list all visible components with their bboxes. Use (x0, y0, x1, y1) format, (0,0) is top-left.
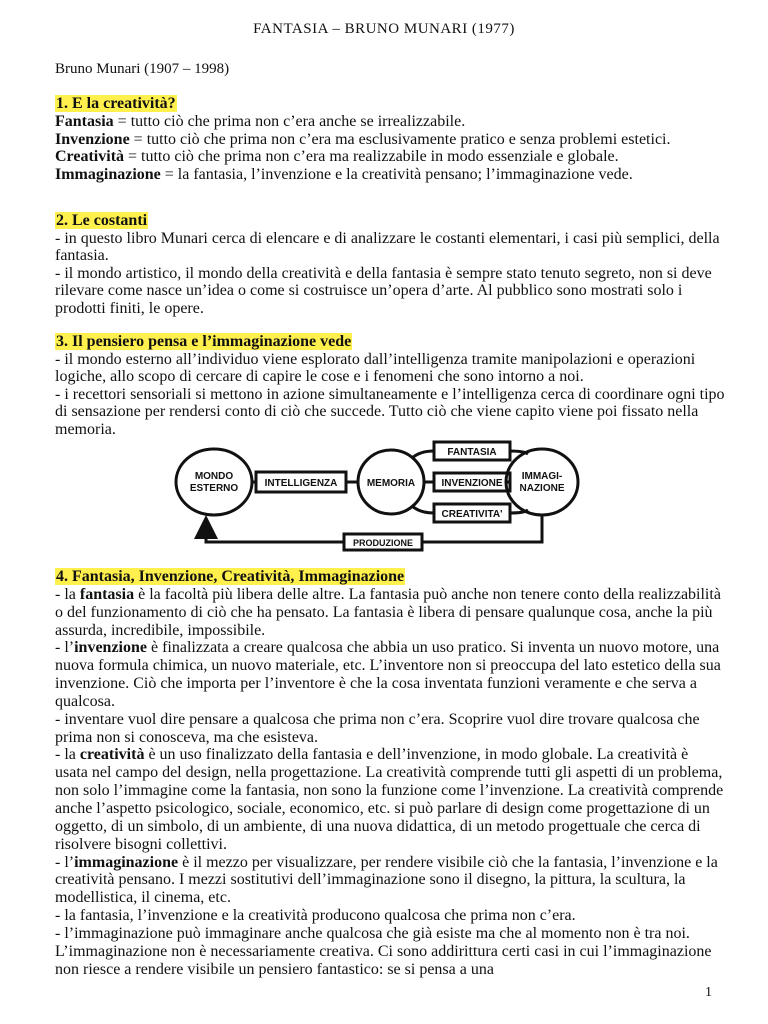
mondo-esterno-node (176, 449, 252, 515)
immaginazione-node (506, 449, 578, 515)
section-2-heading: 2. Le costanti (56, 212, 148, 229)
section-3-paragraph: - i recettori sensoriali si mettono in azione simultaneamente e l’intelligenza cerca di coordinare ogni tipo di sensazione per rendersi conto di ciò che succede. Tutto ciò che viene capito viene poi fissato nella memoria. (55, 385, 725, 438)
definition-creativita (55, 148, 725, 166)
diagram-label: PRODUZIONE (352, 538, 414, 548)
section-4-paragraph (55, 746, 725, 853)
term: immaginazione (74, 853, 179, 871)
text: - l’ (55, 639, 75, 657)
author-line: Bruno Munari (1907 – 1998) (55, 61, 230, 77)
text: - la (55, 585, 80, 603)
section-3-heading: 3. Il pensiero pensa e l’immaginazione vede (56, 333, 352, 350)
section-1 (55, 94, 725, 183)
term: Creatività (55, 148, 125, 165)
definition-text: = tutto ciò che prima non c’era anche se irrealizzabile. (113, 113, 466, 130)
text: è un uso finalizzato della fantasia e dell’invenzione, in modo globale. La creatività è usata nel campo del design, nella progettazione. La creatività comprende tutti gli aspetti di un problema, non solo l’immagine come la fantasia, non sono la funzione come l’invenzione. La creatività comprende anche l’aspetto psicologico, sociale, economico, etc. si può parlare di design come progettazione di un oggetto, di un simbolo, di un ambiente, di una nuova didattica, di un metodo progettuale che cerca di risolvere bisogni collettivi. (55, 746, 724, 853)
section-4-paragraph (55, 639, 725, 710)
term: fantasia (79, 585, 135, 603)
term: Invenzione (55, 130, 130, 148)
diagram-label: ESTERNO (189, 483, 239, 494)
text: - l’ (55, 853, 75, 871)
section-1-heading: 1. E la creatività? (56, 95, 176, 112)
section-2-paragraph: - in questo libro Munari cerca di elencare e di analizzare le costanti elementari, i casi più semplici, della fantasia. (55, 229, 720, 265)
term: invenzione (74, 639, 147, 657)
term: creatività (79, 746, 145, 764)
definition-text: = tutto ciò che prima non c’era ma esclusivamente pratico e senza problemi estetici. (129, 130, 671, 148)
term: Fantasia (55, 113, 114, 130)
section-4 (55, 568, 725, 978)
text: è finalizzata a creare qualcosa che abbia un uso pratico. Si inventa un nuovo motore, una nuova formula chimica, un nuovo materiale, etc. L’inventore non si preoccupa del lato estetico della sua invenzione. Ciò che importa per l’inventore è che la cosa inventata funzioni veramente e che serva a qualcosa. (55, 639, 721, 710)
diagram-label: CREATIVITA' (441, 509, 503, 520)
diagram-label: IMMAGI- (521, 471, 563, 482)
diagram-label: INTELLIGENZA (264, 478, 338, 489)
definition-text: = tutto ciò che prima non c’era ma realizzabile in modo essenziale e globale. (124, 148, 619, 165)
section-4-paragraph: - inventare vuol dire pensare a qualcosa che prima non c’era. Scoprire vuol dire trovare qualcosa che prima non si conosceva, ma che esisteva. (55, 710, 700, 746)
section-3-paragraph: - il mondo esterno all’individuo viene esplorato dall’intelligenza tramite manipolazioni e operazioni logiche, allo scopo di cercare di capire le cose e i fenomeni che sono intorno a noi. (55, 350, 696, 386)
document-title: FANTASIA – BRUNO MUNARI (1977) (253, 21, 515, 37)
section-4-paragraph: - l’immaginazione può immaginare anche qualcosa che già esiste ma che al momento non è tra noi. L’immaginazione non è necessariamente creativa. Ci sono addirittura certi casi in cui l’immaginazione non riesce a rendere visibile un pensiero fantastico: se si pensa a una (55, 924, 712, 978)
section-3 (55, 333, 725, 439)
text: è la facoltà più libera delle altre. La fantasia può anche non tenere conto della realizzabilità o del funzionamento di ciò che ha pensato. La fantasia è libera di pensare qualunque cosa, anche la più assurda, incredibile, impossibile. (55, 585, 721, 639)
definition-immaginazione (55, 166, 725, 184)
definition-text: = la fantasia, l’invenzione e la creatività pensano; l’immaginazione vede. (160, 165, 633, 183)
text: - la (55, 746, 80, 764)
section-4-heading: 4. Fantasia, Invenzione, Creatività, Immaginazione (56, 568, 405, 585)
text: è il mezzo per visualizzare, per rendere visibile ciò che la fantasia, l’invenzione e la creatività pensano. I mezzi sostitutivi dell’immaginazione sono il disegno, la pittura, la scultura, la modellistica, il cinema, etc. (55, 853, 718, 907)
term: Immaginazione (55, 165, 161, 183)
page-number: 1 (705, 985, 712, 1000)
diagram-label: NAZIONE (519, 483, 565, 494)
definition-fantasia (55, 113, 725, 131)
section-4-paragraph (55, 854, 725, 908)
section-4-paragraph (55, 586, 725, 640)
diagram-label: MONDO (194, 471, 234, 482)
section-2-paragraph: - il mondo artistico, il mondo della creatività e della fantasia è sempre stato tenuto segreto, non si deve rilevare come nasce un’idea o come si costruisce un’opera d’arte. Al pubblico sono mostrati solo i prodotti finiti, le opere. (55, 264, 712, 317)
diagram-label: MEMORIA (366, 478, 416, 489)
section-2 (55, 212, 725, 318)
section-4-paragraph: - la fantasia, l’invenzione e la creatività producono qualcosa che prima non c’era. (55, 907, 576, 925)
diagram-label: FANTASIA (447, 447, 497, 458)
diagram-label: INVENZIONE (441, 478, 503, 489)
creativity-flow-diagram (172, 440, 582, 555)
definition-invenzione (55, 131, 725, 149)
